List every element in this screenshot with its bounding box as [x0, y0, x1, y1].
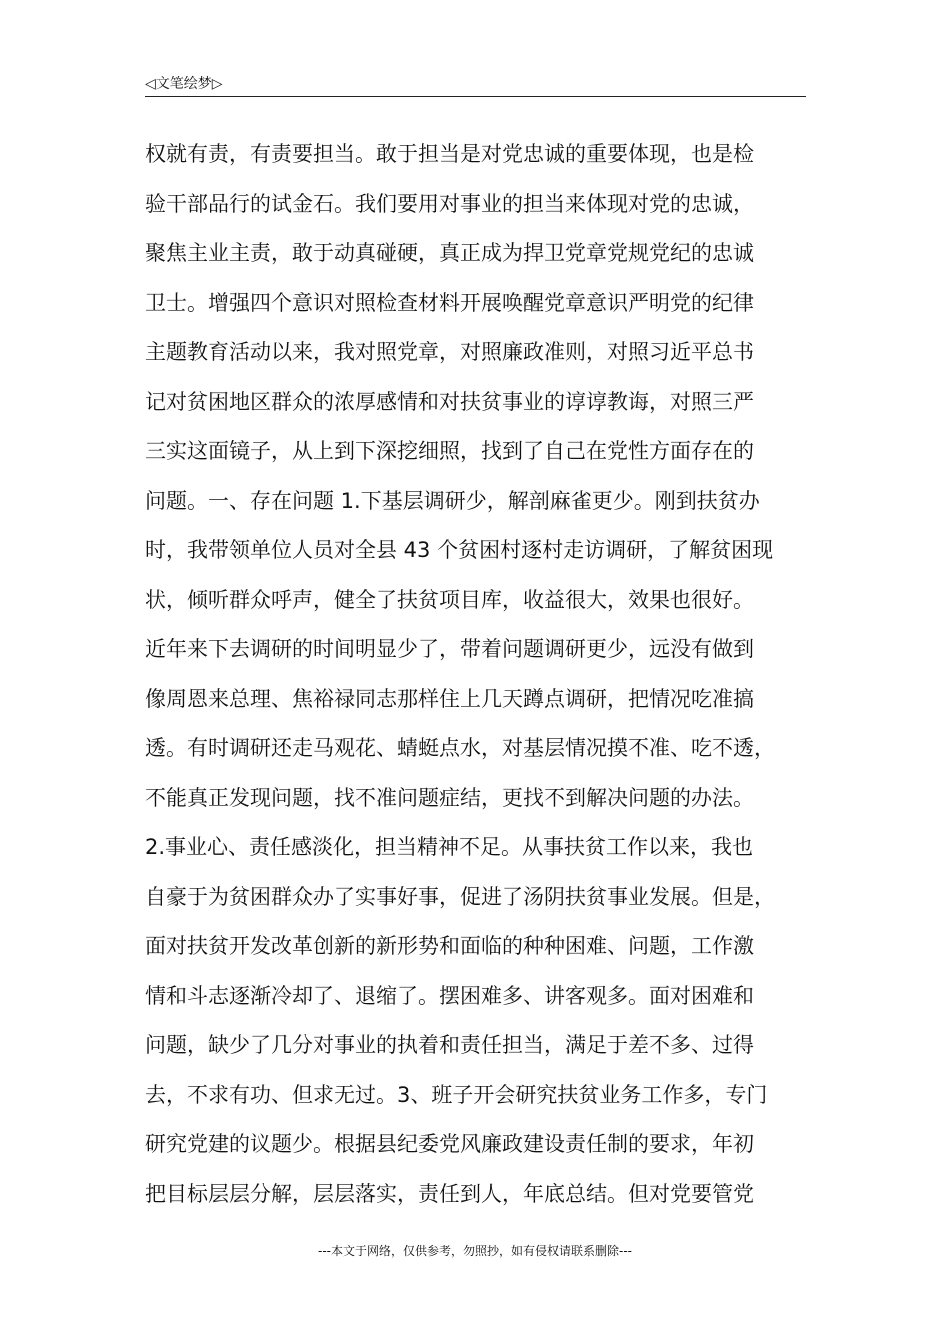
body-line: 2.事业心、责任感淡化，担当精神不足。从事扶贫工作以来，我也	[145, 835, 754, 859]
body-line: 透。有时调研还走马观花、蜻蜓点水，对基层情况摸不准、吃不透，	[145, 736, 775, 760]
body-line: 验干部品行的试金石。我们要用对事业的担当来体现对党的忠诚，	[145, 191, 754, 216]
body-line: 近年来下去调研的时间明显少了，带着问题调研更少，远没有做到	[145, 637, 754, 661]
body-line: 问题，缺少了几分对事业的执着和责任担当，满足于差不多、过得	[145, 1033, 754, 1057]
body-line: 把目标层层分解，层层落实，责任到人，年底总结。但对党要管党	[145, 1181, 754, 1206]
body-line: 像周恩来总理、焦裕禄同志那样住上几天蹲点调研，把情况吃准搞	[145, 686, 754, 711]
body-line: 卫士。增强四个意识对照检查材料开展唤醒党章意识严明党的纪律	[145, 290, 754, 315]
body-line: 状，倾听群众呼声，健全了扶贫项目库，收益很大，效果也很好。	[145, 587, 754, 612]
document-header: ◁文笔绘梦▷	[145, 76, 223, 92]
body-line: 自豪于为贫困群众办了实事好事，促进了汤阴扶贫事业发展。但是，	[145, 884, 775, 909]
body-line: 不能真正发现问题，找不准问题症结，更找不到解决问题的办法。	[145, 785, 754, 810]
body-line: 面对扶贫开发改革创新的新形势和面临的种种困难、问题，工作激	[145, 934, 754, 958]
document-body	[145, 130, 810, 1219]
body-line: 三实这面镜子，从上到下深挖细照，找到了自己在党性方面存在的	[145, 439, 754, 463]
body-line: 权就有责，有责要担当。敢于担当是对党忠诚的重要体现，也是检	[145, 142, 754, 166]
body-line: 时，我带领单位人员对全县 43 个贫困村逐村走访调研，了解贫困现	[145, 538, 774, 562]
body-line: 问题。一、存在问题 1.下基层调研少，解剖麻雀更少。刚到扶贫办	[145, 488, 760, 513]
body-line: 主题教育活动以来，我对照党章，对照廉政准则，对照习近平总书	[145, 340, 754, 364]
footer-notice: ---本文于网络，仅供参考，勿照抄，如有侵权请联系删除---	[318, 1244, 632, 1258]
body-line: 情和斗志逐渐冷却了、退缩了。摆困难多、讲客观多。面对困难和	[145, 983, 754, 1008]
body-line: 去，不求有功、但求无过。3、班子开会研究扶贫业务工作多，专门	[145, 1082, 768, 1107]
body-line: 研究党建的议题少。根据县纪委党风廉政建设责任制的要求，年初	[145, 1132, 754, 1156]
header-divider	[145, 96, 806, 97]
body-line: 聚焦主业主责，敢于动真碰硬，真正成为捍卫党章党规党纪的忠诚	[145, 241, 754, 265]
body-line: 记对贫困地区群众的浓厚感情和对扶贫事业的谆谆教诲，对照三严	[145, 389, 754, 414]
